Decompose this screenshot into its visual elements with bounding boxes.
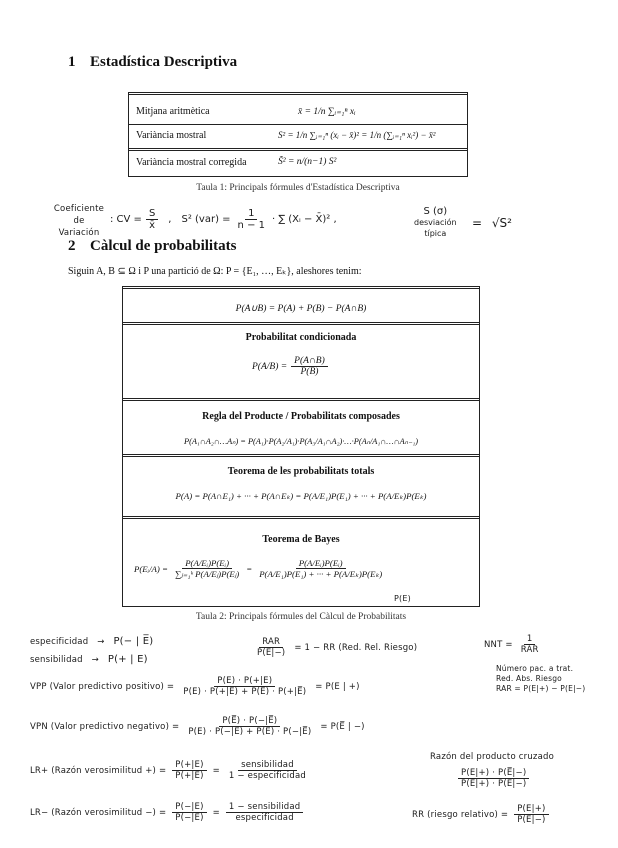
sens-value: P(+ | E) <box>107 654 148 665</box>
vpp-num: P(E) · P(+|E) <box>214 676 275 687</box>
espec-label: especificidad <box>30 637 89 647</box>
vpn-label: VPN (Valor predictivo negativo) = <box>30 721 180 732</box>
sd-value <box>472 216 512 230</box>
section-2-heading <box>68 238 236 255</box>
table-rule <box>122 324 480 325</box>
cond-num: P(A∩B) <box>291 356 328 367</box>
lrp-note <box>30 760 309 781</box>
vpn-note <box>30 716 365 737</box>
bayes-num: P(A/Eᵢ)P(Eᵢ) <box>182 558 232 569</box>
bayes-eq: = <box>246 564 253 574</box>
vpp-fraction <box>180 676 309 697</box>
nnt-note: Número pac. a trat. <box>496 664 574 673</box>
section-number: 1 <box>68 54 76 70</box>
s2-suffix: · ∑ (Xᵢ − X̄)² , <box>271 214 337 225</box>
sd-sub: típica <box>424 229 447 238</box>
table-cell-label: Mitjana aritmètica <box>136 106 210 117</box>
table-rule <box>128 124 468 125</box>
s2-fraction <box>235 208 268 231</box>
espec-value: P(− | E̅) <box>113 636 154 647</box>
vpp-eq: = P(E | +) <box>315 681 360 692</box>
lrn-den: P(−|E̅) <box>175 813 204 823</box>
lrn-fraction-2 <box>226 802 303 823</box>
lrp-fraction <box>172 760 206 781</box>
cv-formula <box>110 208 337 231</box>
lrp-eq: = <box>212 765 220 776</box>
table-rule <box>122 454 480 455</box>
table-cell-formula: S̃² = n/(n−1) S² <box>278 157 337 167</box>
table-rule <box>122 456 480 457</box>
cond-lhs: P(A/B) = <box>252 361 288 372</box>
lrp-label: LR+ (Razón verosimilitud +) = <box>30 765 167 776</box>
union-formula: P(A∪B) = P(A) + P(B) − P(A∩B) <box>235 304 367 314</box>
rrisk-fraction <box>514 804 548 825</box>
bayes-fraction <box>256 558 385 580</box>
cv-num: S <box>146 208 158 220</box>
table-rule <box>122 398 480 399</box>
cv-label-line: Coeficiente de <box>53 204 105 226</box>
cv-label-line: Variación <box>58 228 100 238</box>
table-cell-label: Variància mostral <box>136 130 207 141</box>
bayes-title: Teorema de Bayes <box>262 534 340 545</box>
rar-definition: RAR = P(E|+) − P(E|−) <box>496 684 586 693</box>
lrn-label: LR− (Razón verosimilitud −) = <box>30 807 167 818</box>
nnt-den: RAR <box>520 645 539 655</box>
table-rule <box>122 322 480 323</box>
odds-fraction <box>458 768 529 789</box>
table-rule <box>128 176 468 177</box>
vpn-fraction <box>185 716 314 737</box>
lrn-num: P(−|E) <box>172 802 206 813</box>
lrn-den: especificidad <box>235 813 294 823</box>
bayes-note: P(E) <box>394 594 411 603</box>
rr-fraction <box>254 637 288 658</box>
sens-note <box>30 654 148 665</box>
product-title: Regla del Producte / Probabilitats composades <box>202 411 400 422</box>
total-formula: P(A) = P(A∩E₁) + ··· + P(A∩Eₖ) = P(A/E₁)P(E₁) + ··· + P(A/Eₖ)P(Eₖ) <box>175 491 427 501</box>
nnt-annot <box>496 664 585 694</box>
bayes-formula <box>134 558 385 580</box>
product-formula: P(A₁∩A₂∩…Aₙ) = P(A₁)·P(A₂/A₁)·P(A₃/A₁∩A₂)·…·P(Aₙ/A₁∩…∩Aₙ₋₁) <box>184 437 418 446</box>
rrisk-note <box>412 804 549 825</box>
table-2-caption: Taula 2: Principals fórmules del Càlcul de Probabilitats <box>195 612 407 622</box>
lrp-den: P(+|E̅) <box>175 771 204 781</box>
vpn-den: P(E) · P(−|E) + P(E̅) · P(−|E̅) <box>188 727 312 737</box>
table-cell-formula: S² = 1/n ∑ᵢ₌₁ⁿ (xᵢ − x̄)² = 1/n (∑ᵢ₌₁ⁿ xᵢ²) − x̄² <box>278 130 436 140</box>
cv-sep: , <box>168 214 172 225</box>
cond-formula <box>252 356 328 377</box>
cv-label <box>50 203 108 239</box>
sd-sqrt: √S² <box>491 216 512 230</box>
lrp-num: sensibilidad <box>238 760 297 771</box>
cv-den: x̄ <box>149 220 156 231</box>
lrn-num: 1 − sensibilidad <box>226 802 303 813</box>
cond-den: P(B) <box>300 367 319 377</box>
bayes-den: ∑ⱼ₌₁ᵏ P(A/Eⱼ)P(Eⱼ) <box>174 569 240 579</box>
lrn-eq: = <box>212 807 220 818</box>
section-title: Estadística Descriptiva <box>90 54 238 70</box>
table-cell-formula: x̄ = 1/n ∑ᵢ₌₁ⁿ xᵢ <box>298 107 356 117</box>
lrp-den: 1 − especificidad <box>228 771 306 781</box>
odds-title: Razón del producto cruzado <box>430 752 554 762</box>
sd-eq: = <box>472 216 483 230</box>
rrisk-den: P(E|−) <box>517 815 546 825</box>
arrow-icon: → <box>97 637 105 647</box>
rrisk-label: RR (riesgo relativo) = <box>412 809 509 820</box>
vpp-label: VPP (Valor predictivo positivo) = <box>30 681 175 692</box>
nnt-lhs: NNT = <box>484 639 513 650</box>
rr-num: RAR <box>259 637 283 648</box>
table-rule <box>122 286 480 287</box>
section-number: 2 <box>68 238 76 254</box>
table-rule <box>122 518 480 519</box>
rrisk-num: P(E|+) <box>514 804 548 815</box>
nnt-note <box>484 634 542 655</box>
table-cell-label: Variància mostral corregida <box>136 157 247 168</box>
lrn-fraction <box>172 802 206 823</box>
cond-title: Probabilitat condicionada <box>245 332 357 343</box>
rr-rest: = 1 − RR (Red. Rel. Riesgo) <box>294 642 418 653</box>
vpn-eq: = P(E̅ | −) <box>320 721 365 732</box>
vpp-note <box>30 676 360 697</box>
cond-fraction <box>291 356 328 377</box>
nnt-num: 1 <box>524 634 536 645</box>
total-title: Teorema de les probabilitats totals <box>227 466 375 477</box>
rr-den: P(E|−) <box>257 648 286 658</box>
sd-sub: desviación <box>414 218 457 227</box>
bayes-den: P(A/E₁)P(E₁) + ··· + P(A/Eₖ)P(Eₖ) <box>259 569 383 579</box>
vpn-num: P(E̅) · P(−|E̅) <box>219 716 280 727</box>
table-rule <box>122 606 480 607</box>
lrp-fraction-2 <box>226 760 309 781</box>
lrp-num: P(+|E) <box>172 760 206 771</box>
table-rule <box>122 288 480 289</box>
bayes-fraction <box>172 558 242 580</box>
section-1-heading <box>68 54 237 71</box>
intro-text: Siguin A, B ⊆ Ω i P una partició de Ω: P = {E₁, …, Eₖ}, aleshores tenim: <box>68 266 362 277</box>
table-rule <box>128 150 468 151</box>
s2-den: n − 1 <box>237 220 265 231</box>
espec-note <box>30 636 153 647</box>
nnt-note: Red. Abs. Riesgo <box>496 674 562 683</box>
odds-formula <box>458 768 529 789</box>
cv-prefix: : CV = <box>110 214 142 225</box>
table-2 <box>122 286 480 606</box>
odds-den: P(E̅|+) · P(E|−) <box>461 779 527 789</box>
table-rule <box>128 148 468 149</box>
nnt-fraction <box>518 634 542 655</box>
table-rule <box>122 400 480 401</box>
rr-note <box>254 637 417 658</box>
sens-label: sensibilidad <box>30 655 83 665</box>
sd-note <box>414 206 457 239</box>
vpp-den: P(E) · P(+|E) + P(E̅) · P(+|E̅) <box>183 687 307 697</box>
cv-fraction <box>146 208 158 231</box>
table-1 <box>128 92 468 176</box>
table-rule <box>122 516 480 517</box>
table-1-caption: Taula 1: Principals fórmules d'Estadística Descriptiva <box>196 183 400 193</box>
bayes-num: P(A/Eᵢ)P(Eᵢ) <box>296 558 346 569</box>
sd-prefix: S (σ) <box>423 206 448 217</box>
arrow-icon: → <box>91 655 99 665</box>
odds-num: P(E|+) · P(E̅|−) <box>458 768 529 779</box>
lrn-note <box>30 802 303 823</box>
s2-num: 1 <box>245 208 257 220</box>
s2-prefix: S² (var) = <box>181 214 231 225</box>
bayes-lhs: P(Eᵢ/A) = <box>134 564 168 574</box>
section-title: Càlcul de probabilitats <box>90 238 237 254</box>
